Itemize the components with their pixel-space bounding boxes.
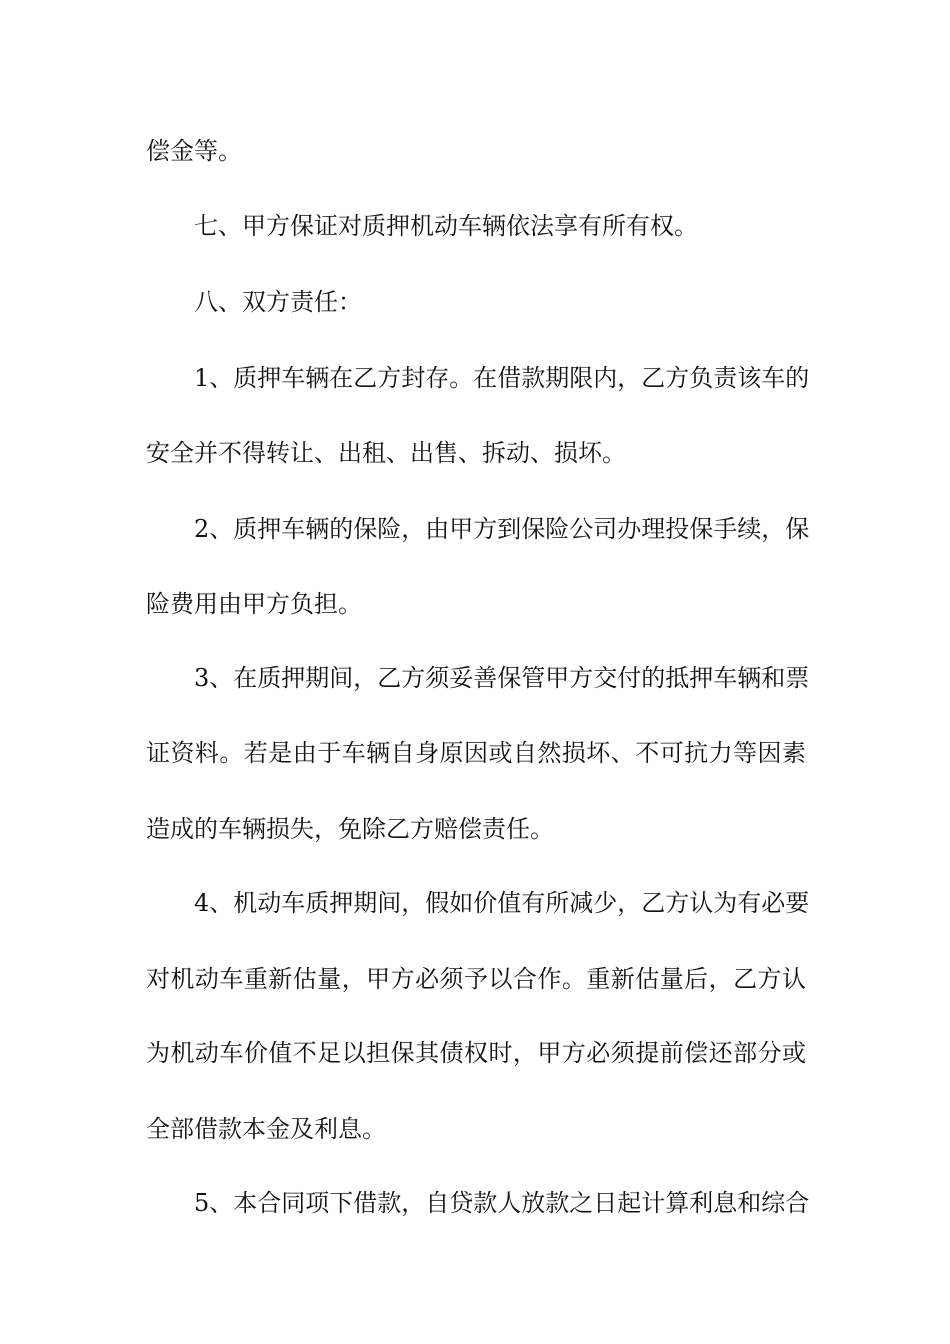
item-3-line-2: 证资料。若是由于车辆自身原因或自然损坏、不可抗力等因素 [146, 739, 806, 767]
item-5-line-1: 5、本合同项下借款，自贷款人放款之日起计算利息和综合 [194, 1189, 810, 1217]
item-4-line-1: 4、机动车质押期间，假如价值有所减少，乙方认为有必要 [194, 889, 810, 917]
item-4-line-2: 对机动车重新估量，甲方必须予以合作。重新估量后，乙方认 [146, 965, 806, 993]
item-1-line-2: 安全并不得转让、出租、出售、拆动、损坏。 [146, 439, 626, 467]
item-4-line-4: 全部借款本金及利息。 [146, 1115, 386, 1143]
clause-eight-heading: 八、双方责任： [194, 288, 362, 316]
item-3-line-3: 造成的车辆损失，免除乙方赔偿责任。 [146, 815, 554, 843]
item-3-line-1: 3、在质押期间，乙方须妥善保管甲方交付的抵押车辆和票 [194, 664, 810, 692]
item-2-line-2: 险费用由甲方负担。 [146, 590, 362, 618]
item-4-line-3: 为机动车价值不足以担保其债权时，甲方必须提前偿还部分或 [146, 1039, 806, 1067]
item-2-line-1: 2、质押车辆的保险，由甲方到保险公司办理投保手续，保 [194, 515, 810, 543]
item-1-line-1: 1、质押车辆在乙方封存。在借款期限内，乙方负责该车的 [194, 364, 810, 392]
text-line: 偿金等。 [146, 137, 242, 165]
clause-seven: 七、甲方保证对质押机动车辆依法享有所有权。 [194, 212, 698, 240]
